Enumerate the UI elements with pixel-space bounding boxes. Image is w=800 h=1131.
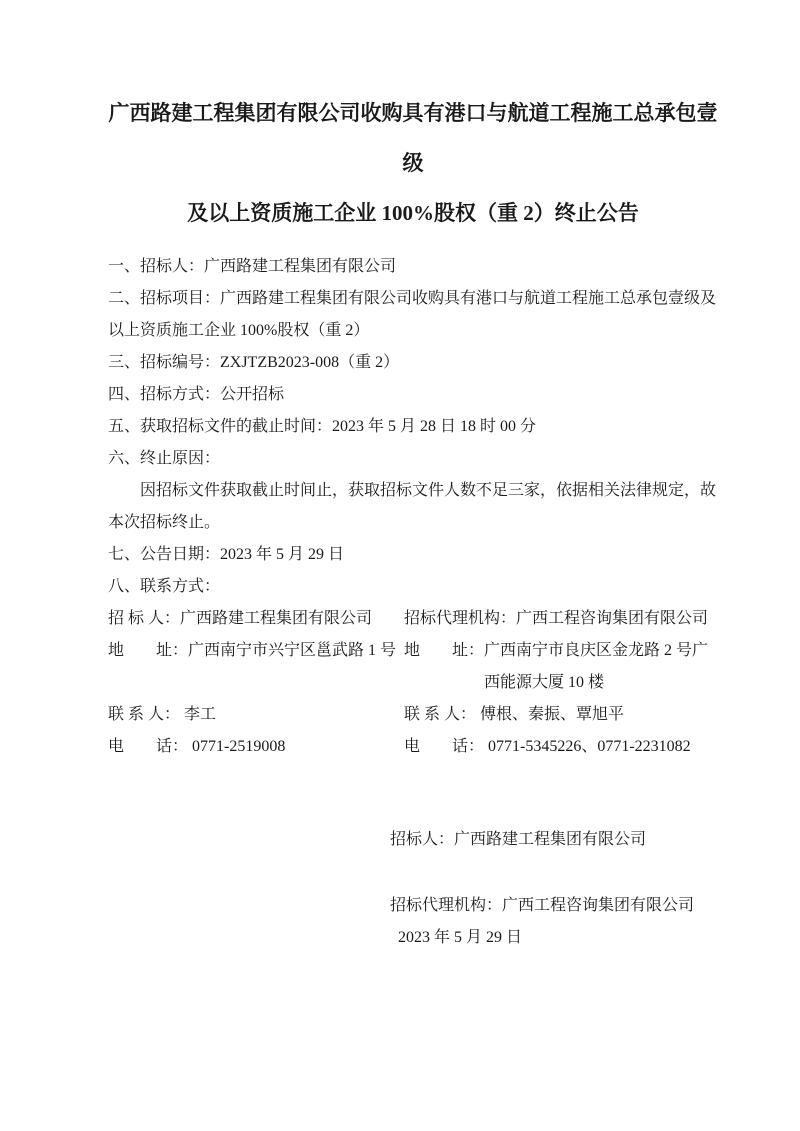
contact-agency-phone-label: 电 话： bbox=[404, 738, 485, 755]
contact-agency-address-value: 广西南宁市良庆区金龙路 2 号广西能源大厦 10 楼 bbox=[484, 642, 709, 691]
signature-date-line: 2023 年 5 月 29 日 bbox=[398, 929, 523, 946]
paragraph-tender-method: 四、招标方式：公开招标 bbox=[108, 386, 285, 403]
document-title bbox=[108, 88, 718, 238]
document-title-line2: 及以上资质施工企业 100%股权（重 2）终止公告 bbox=[187, 201, 639, 225]
paragraph-bidder: 一、招标人：广西路建工程集团有限公司 bbox=[108, 258, 397, 275]
contact-bidder-person-label: 联 系 人： bbox=[108, 706, 181, 723]
signature-bidder-line: 招标人：广西路建工程集团有限公司 bbox=[390, 831, 647, 848]
paragraph-contact-heading: 八、联系方式： bbox=[108, 578, 221, 595]
signature-block bbox=[390, 824, 718, 954]
contact-agency-address-row bbox=[404, 635, 718, 699]
contact-bidder-phone-label: 电 话： bbox=[108, 738, 189, 755]
contact-bidder-address-label: 地 址： bbox=[108, 642, 189, 659]
document-title-line1: 广西路建工程集团有限公司收购具有港口与航道工程施工总承包壹级 bbox=[108, 101, 718, 175]
contact-agency-phone-row bbox=[404, 731, 718, 763]
paragraph-announcement-date: 七、公告日期：2023 年 5 月 29 日 bbox=[108, 546, 345, 563]
contact-bidder-address-row bbox=[108, 635, 404, 699]
contact-bidder-person-row bbox=[108, 699, 404, 731]
contact-agency-phone-value: 0771-5345226、0771-2231082 bbox=[484, 738, 691, 755]
contact-agency-person-label: 联 系 人： bbox=[404, 706, 477, 723]
contact-bidder-person-value: 李工 bbox=[180, 706, 217, 723]
paragraph-tender-number: 三、招标编号：ZXJTZB2023-008（重 2） bbox=[108, 354, 400, 371]
contact-bidder-name-row bbox=[108, 603, 404, 635]
contact-agency-person-row bbox=[404, 699, 718, 731]
paragraph-project: 二、招标项目：广西路建工程集团有限公司收购具有港口与航道工程施工总承包壹级及以上资质施工企业 100%股权（重 2） bbox=[108, 290, 717, 339]
contact-bidder-address-value: 广西南宁市兴宁区邕武路 1 号 bbox=[188, 642, 397, 659]
paragraph-termination-heading: 六、终止原因： bbox=[108, 450, 221, 467]
contact-bidder-phone-row bbox=[108, 731, 404, 763]
contact-bidder-name-label: 招 标 人： bbox=[108, 610, 181, 627]
paragraph-termination-reason: 因招标文件获取截止时间止，获取招标文件人数不足三家，依据相关法律规定，故本次招标终止。 bbox=[108, 482, 717, 531]
contact-agency-name-value: 广西工程咨询集团有限公司 bbox=[516, 610, 709, 627]
contact-agency-person-value: 傅根、秦振、覃旭平 bbox=[476, 706, 625, 723]
contact-bidder-phone-value: 0771-2519008 bbox=[188, 738, 286, 755]
contact-bidder-name-value: 广西路建工程集团有限公司 bbox=[180, 610, 373, 627]
document-body bbox=[108, 251, 718, 603]
paragraph-deadline: 五、获取招标文件的截止时间：2023 年 5 月 28 日 18 时 00 分 bbox=[108, 418, 537, 435]
signature-agency-line: 招标代理机构：广西工程咨询集团有限公司 bbox=[390, 897, 695, 914]
contact-agency-name-label: 招标代理机构： bbox=[404, 610, 517, 627]
contact-agency-name-row bbox=[404, 603, 718, 635]
contact-section bbox=[108, 603, 718, 763]
contact-agency-address-label: 地 址： bbox=[404, 642, 485, 659]
